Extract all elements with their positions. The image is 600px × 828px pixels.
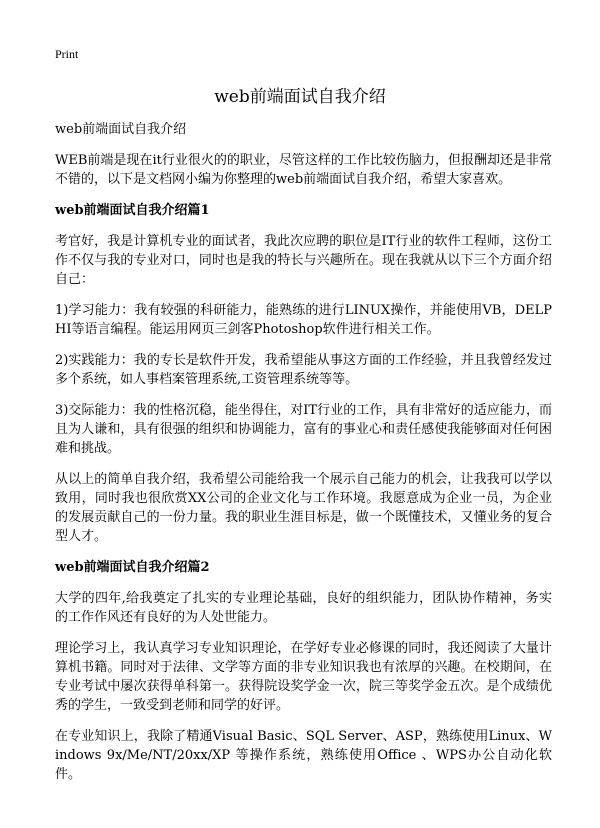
- section2-paragraph-1: 大学的四年,给我奠定了扎实的专业理论基础，良好的组织能力，团队协作精神，务实的工作作风还有良好的为人处世能力。: [55, 591, 552, 625]
- print-link[interactable]: Print: [55, 47, 79, 61]
- section-heading-1: web前端面试自我介绍篇1: [55, 203, 210, 218]
- article-body: [55, 120, 552, 796]
- article-subtitle: web前端面试自我介绍: [55, 122, 187, 137]
- section1-paragraph-2: 1)学习能力：我有较强的科研能力，能熟练的进行LINUX操作，并能使用VB，DELPHI等语言编程。能运用网页三剑客Photoshop软件进行相关工作。: [55, 303, 552, 337]
- section1-paragraph-1: 考官好，我是计算机专业的面试者，我此次应聘的职位是IT行业的软件工程师，这份工作不仅与我的专业对口，同时也是我的特长与兴趣所在。现在我就从以下三个方面介绍自己：: [55, 234, 552, 287]
- page-title: web前端面试自我介绍: [214, 87, 386, 107]
- section1-paragraph-4: 3)交际能力：我的性格沉稳，能坐得住，对IT行业的工作，具有非常好的适应能力，而且为人谦和，具有很强的组织和协调能力，富有的事业心和责任感使我能够面对任何困难和挑战。: [55, 403, 552, 456]
- section2-paragraph-2: 理论学习上，我认真学习专业知识理论，在学好专业必修课的同时，我还阅读了大量计算机书籍。同时对于法律、文学等方面的非专业知识我也有浓厚的兴趣。在校期间，在专业考试中屡次获得单科第一。获得院设奖学金一次，院三等奖学金五次。是个成绩优秀的学生，一致受到老师和同学的好评。: [55, 641, 552, 713]
- section1-paragraph-5: 从以上的简单自我介绍，我希望公司能给我一个展示自己能力的机会，让我我可以学以致用，同时我也很欣赏XX公司的企业文化与工作环境。我愿意成为企业一员，为企业的发展贡献自己的一份力量。我的职业生涯目标是，做一个既懂技术，又懂业务的复合型人才。: [55, 472, 552, 544]
- section2-paragraph-3: 在专业知识上，我除了精通Visual Basic、SQL Server、ASP，熟练使用Linux、Windows 9x/Me/NT/20xx/XP 等操作系统，熟练使用Office 、WPS办公自动化软件。: [55, 729, 552, 782]
- section-heading-2: web前端面试自我介绍篇2: [55, 560, 210, 575]
- section1-paragraph-3: 2)实践能力：我的专长是软件开发，我希望能从事这方面的工作经验，并且我曾经发过多个系统，如人事档案管理系统,工资管理系统等等。: [55, 353, 552, 387]
- intro-paragraph: WEB前端是现在it行业很火的的职业，尽管这样的工作比较伤脑力，但报酬却还是非常不错的，以下是文档网小编为你整理的web前端面试自我介绍，希望大家喜欢。: [55, 153, 552, 187]
